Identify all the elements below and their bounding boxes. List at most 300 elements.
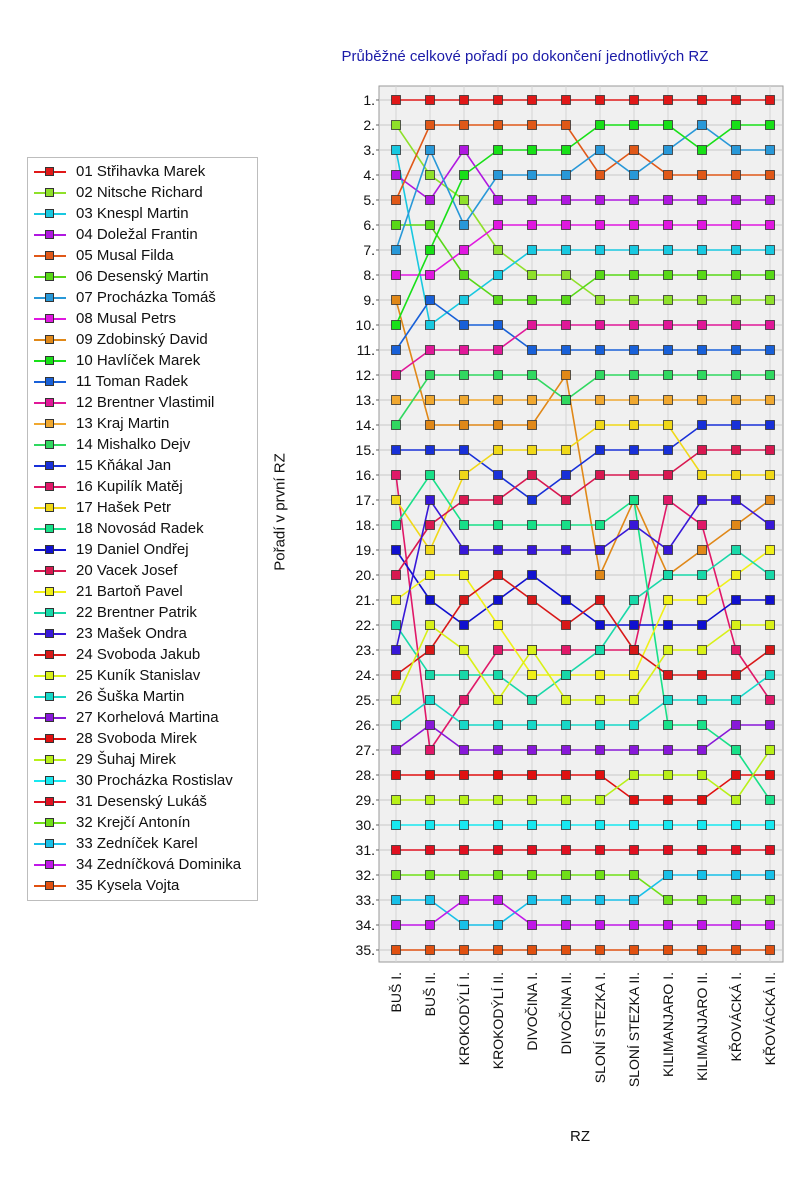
data-point (664, 321, 673, 330)
data-point (664, 246, 673, 255)
data-point (732, 921, 741, 930)
data-point (392, 496, 401, 505)
x-tick-label: BUŠ I. (388, 972, 404, 1013)
data-point (562, 396, 571, 405)
data-point (766, 696, 775, 705)
data-point (528, 296, 537, 305)
data-point (528, 196, 537, 205)
data-point (562, 196, 571, 205)
y-tick-label: 12. (355, 367, 375, 383)
data-point (766, 121, 775, 130)
data-point (766, 446, 775, 455)
data-point (494, 346, 503, 355)
data-point (596, 221, 605, 230)
data-point (766, 721, 775, 730)
data-point (664, 96, 673, 105)
y-tick-label: 10. (355, 317, 375, 333)
data-point (494, 221, 503, 230)
data-point (630, 171, 639, 180)
x-tick-label: SLONÍ STEZKA I. (592, 972, 608, 1084)
data-point (426, 221, 435, 230)
data-point (698, 796, 707, 805)
data-point (460, 446, 469, 455)
data-point (596, 771, 605, 780)
data-point (426, 296, 435, 305)
data-point (562, 921, 571, 930)
data-point (732, 196, 741, 205)
legend-label: 10 Havlíček Marek (76, 352, 201, 369)
data-point (766, 221, 775, 230)
data-point (426, 896, 435, 905)
data-point (426, 171, 435, 180)
data-point (596, 296, 605, 305)
data-point (494, 246, 503, 255)
legend-label: 35 Kysela Vojta (76, 877, 180, 894)
data-point (664, 346, 673, 355)
data-point (596, 946, 605, 955)
data-point (698, 721, 707, 730)
data-point (426, 96, 435, 105)
data-point (630, 796, 639, 805)
data-point (596, 421, 605, 430)
y-tick-label: 9. (363, 292, 375, 308)
y-tick-label: 31. (355, 842, 375, 858)
data-point (630, 671, 639, 680)
data-point (698, 871, 707, 880)
data-point (698, 121, 707, 130)
legend-label: 14 Mishalko Dejv (76, 436, 191, 453)
data-point (426, 771, 435, 780)
data-point (664, 896, 673, 905)
y-tick-label: 20. (355, 567, 375, 583)
data-point (392, 596, 401, 605)
data-point (494, 696, 503, 705)
data-point (562, 271, 571, 280)
data-point (596, 796, 605, 805)
data-point (528, 421, 537, 430)
data-point (460, 571, 469, 580)
data-point (494, 421, 503, 430)
y-tick-label: 22. (355, 617, 375, 633)
data-point (392, 121, 401, 130)
y-tick-label: 33. (355, 892, 375, 908)
data-point (630, 521, 639, 530)
data-point (494, 646, 503, 655)
data-point (766, 296, 775, 305)
data-point (630, 446, 639, 455)
data-point (664, 121, 673, 130)
data-point (630, 771, 639, 780)
legend-label: 09 Zdobinský David (76, 331, 208, 348)
y-tick-label: 3. (363, 142, 375, 158)
data-point (698, 221, 707, 230)
data-point (732, 271, 741, 280)
data-point (596, 896, 605, 905)
data-point (596, 246, 605, 255)
data-point (460, 746, 469, 755)
data-point (630, 846, 639, 855)
y-tick-label: 25. (355, 692, 375, 708)
data-point (698, 746, 707, 755)
data-point (494, 946, 503, 955)
x-tick-label: SLONÍ STEZKA II. (626, 972, 642, 1088)
data-point (732, 171, 741, 180)
data-point (392, 471, 401, 480)
data-point (664, 296, 673, 305)
data-point (562, 321, 571, 330)
data-point (664, 771, 673, 780)
x-tick-label: BUŠ II. (422, 972, 438, 1017)
data-point (528, 671, 537, 680)
y-tick-label: 14. (355, 417, 375, 433)
data-point (766, 321, 775, 330)
data-point (732, 621, 741, 630)
data-point (698, 771, 707, 780)
data-point (698, 671, 707, 680)
data-point (528, 896, 537, 905)
y-tick-label: 26. (355, 717, 375, 733)
data-point (528, 696, 537, 705)
y-tick-label: 21. (355, 592, 375, 608)
data-point (426, 596, 435, 605)
data-point (460, 596, 469, 605)
data-point (460, 546, 469, 555)
data-point (596, 621, 605, 630)
data-point (562, 946, 571, 955)
y-tick-label: 16. (355, 467, 375, 483)
legend-label: 04 Doležal Frantin (76, 226, 198, 243)
y-tick-label: 30. (355, 817, 375, 833)
data-point (596, 96, 605, 105)
data-point (766, 796, 775, 805)
legend-label: 30 Procházka Rostislav (76, 772, 233, 789)
data-point (460, 271, 469, 280)
y-axis-label-text: Pořadí v první RZ (271, 453, 289, 571)
data-point (630, 721, 639, 730)
data-point (494, 796, 503, 805)
legend-label: 13 Kraj Martin (76, 415, 170, 432)
data-point (562, 346, 571, 355)
y-tick-label: 7. (363, 242, 375, 258)
data-point (562, 121, 571, 130)
legend-label: 24 Svoboda Jakub (76, 646, 201, 663)
data-point (596, 871, 605, 880)
data-point (494, 196, 503, 205)
data-point (766, 821, 775, 830)
data-point (392, 871, 401, 880)
data-point (426, 321, 435, 330)
data-point (460, 721, 469, 730)
data-point (732, 96, 741, 105)
data-point (664, 846, 673, 855)
data-point (562, 621, 571, 630)
y-tick-label: 11. (356, 342, 375, 358)
data-point (426, 496, 435, 505)
data-point (766, 571, 775, 580)
data-point (562, 246, 571, 255)
data-point (766, 846, 775, 855)
data-point (494, 271, 503, 280)
data-point (426, 521, 435, 530)
data-point (664, 471, 673, 480)
data-point (766, 621, 775, 630)
data-point (460, 896, 469, 905)
y-tick-label: 24. (355, 667, 375, 683)
data-point (460, 396, 469, 405)
data-point (698, 196, 707, 205)
data-point (732, 771, 741, 780)
data-point (562, 721, 571, 730)
data-point (596, 371, 605, 380)
data-point (460, 221, 469, 230)
data-point (426, 646, 435, 655)
data-point (732, 321, 741, 330)
data-point (766, 771, 775, 780)
data-point (596, 346, 605, 355)
data-point (698, 296, 707, 305)
data-point (766, 346, 775, 355)
data-point (494, 296, 503, 305)
data-point (630, 921, 639, 930)
data-point (494, 921, 503, 930)
data-point (698, 321, 707, 330)
data-point (732, 696, 741, 705)
data-point (392, 396, 401, 405)
legend-label: 17 Hašek Petr (76, 499, 172, 516)
data-point (392, 796, 401, 805)
legend-label: 15 Kňákal Jan (76, 457, 172, 474)
data-point (596, 596, 605, 605)
data-point (596, 546, 605, 555)
data-point (562, 871, 571, 880)
data-point (460, 671, 469, 680)
data-point (698, 846, 707, 855)
data-point (664, 571, 673, 580)
data-point (664, 196, 673, 205)
data-point (698, 421, 707, 430)
data-point (426, 821, 435, 830)
data-point (664, 146, 673, 155)
data-point (528, 371, 537, 380)
data-point (596, 721, 605, 730)
data-point (460, 846, 469, 855)
data-point (460, 346, 469, 355)
data-point (392, 321, 401, 330)
data-point (732, 796, 741, 805)
data-point (392, 821, 401, 830)
data-point (392, 296, 401, 305)
data-point (528, 471, 537, 480)
data-point (766, 871, 775, 880)
data-point (460, 321, 469, 330)
data-point (766, 946, 775, 955)
data-point (698, 471, 707, 480)
y-tick-label: 5. (363, 192, 375, 208)
data-point (596, 521, 605, 530)
data-point (766, 396, 775, 405)
data-point (392, 171, 401, 180)
data-point (732, 446, 741, 455)
data-point (528, 96, 537, 105)
legend-label: 11 Toman Radek (76, 373, 189, 390)
y-tick-label: 29. (355, 792, 375, 808)
data-point (732, 246, 741, 255)
data-point (664, 496, 673, 505)
y-tick-label: 34. (355, 917, 375, 933)
data-point (528, 221, 537, 230)
legend-label: 20 Vacek Josef (76, 562, 178, 579)
data-point (766, 596, 775, 605)
data-point (494, 846, 503, 855)
data-point (766, 271, 775, 280)
data-point (630, 321, 639, 330)
data-point (460, 421, 469, 430)
data-point (494, 546, 503, 555)
data-point (392, 146, 401, 155)
data-point (494, 396, 503, 405)
data-point (392, 921, 401, 930)
data-point (426, 146, 435, 155)
legend-label: 07 Procházka Tomáš (76, 289, 216, 306)
data-point (460, 871, 469, 880)
data-point (528, 521, 537, 530)
data-point (698, 246, 707, 255)
data-point (392, 846, 401, 855)
legend-label: 32 Krejčí Antonín (76, 814, 191, 831)
x-tick-label: KROKODÝLÍ II. (490, 972, 506, 1070)
data-point (494, 871, 503, 880)
data-point (596, 471, 605, 480)
data-point (426, 396, 435, 405)
data-point (426, 946, 435, 955)
data-point (596, 846, 605, 855)
data-point (494, 121, 503, 130)
data-point (630, 346, 639, 355)
data-point (698, 146, 707, 155)
data-point (732, 721, 741, 730)
data-point (562, 146, 571, 155)
y-tick-label: 13. (355, 392, 375, 408)
data-point (494, 671, 503, 680)
data-point (766, 496, 775, 505)
data-point (698, 96, 707, 105)
data-point (528, 946, 537, 955)
data-point (596, 146, 605, 155)
x-axis-label: RZ (570, 1128, 590, 1145)
data-point (766, 546, 775, 555)
data-point (460, 471, 469, 480)
data-point (392, 571, 401, 580)
data-point (392, 621, 401, 630)
data-point (392, 371, 401, 380)
data-point (460, 521, 469, 530)
data-point (664, 546, 673, 555)
data-point (766, 521, 775, 530)
legend-label: 34 Zedníčková Dominika (76, 856, 242, 873)
y-tick-label: 32. (355, 867, 375, 883)
data-point (630, 246, 639, 255)
data-point (528, 821, 537, 830)
data-point (698, 621, 707, 630)
data-point (664, 171, 673, 180)
y-tick-label: 1. (363, 92, 375, 108)
data-point (494, 621, 503, 630)
legend-label: 08 Musal Petrs (76, 310, 177, 327)
data-point (732, 496, 741, 505)
data-point (698, 271, 707, 280)
data-point (630, 746, 639, 755)
x-tick-label: KŘOVÁCKÁ II. (762, 972, 778, 1066)
data-point (630, 121, 639, 130)
data-point (392, 746, 401, 755)
data-point (630, 96, 639, 105)
data-point (460, 621, 469, 630)
data-point (630, 821, 639, 830)
data-point (494, 496, 503, 505)
data-point (732, 146, 741, 155)
x-tick-label: DIVOČINA I. (524, 972, 540, 1051)
data-point (426, 196, 435, 205)
data-point (426, 721, 435, 730)
data-point (596, 396, 605, 405)
data-point (426, 546, 435, 555)
data-point (562, 446, 571, 455)
data-point (494, 371, 503, 380)
data-point (630, 296, 639, 305)
data-point (698, 396, 707, 405)
data-point (392, 696, 401, 705)
legend-label: 02 Nitsche Richard (76, 184, 203, 201)
legend-label: 05 Musal Filda (76, 247, 174, 264)
y-tick-label: 8. (363, 267, 375, 283)
data-point (732, 896, 741, 905)
data-point (630, 271, 639, 280)
y-tick-label: 23. (355, 642, 375, 658)
data-point (392, 521, 401, 530)
data-point (494, 96, 503, 105)
data-point (426, 246, 435, 255)
x-tick-label: KILIMANJARO I. (660, 972, 676, 1078)
plot-background (379, 86, 783, 962)
data-point (426, 471, 435, 480)
data-point (732, 296, 741, 305)
data-point (596, 921, 605, 930)
data-point (528, 871, 537, 880)
data-point (562, 671, 571, 680)
data-point (460, 821, 469, 830)
y-tick-label: 19. (355, 542, 375, 558)
x-tick-label: KROKODÝLÍ I. (456, 972, 472, 1066)
data-point (766, 246, 775, 255)
data-point (392, 346, 401, 355)
data-point (562, 171, 571, 180)
data-point (732, 846, 741, 855)
data-point (562, 371, 571, 380)
legend-label: 22 Brentner Patrik (76, 604, 197, 621)
data-point (528, 246, 537, 255)
data-point (392, 221, 401, 230)
data-point (732, 746, 741, 755)
data-point (494, 321, 503, 330)
data-point (528, 271, 537, 280)
data-point (562, 471, 571, 480)
legend-label: 01 Střihavka Marek (76, 163, 206, 180)
y-tick-label: 4. (363, 167, 375, 183)
data-point (766, 896, 775, 905)
data-point (732, 946, 741, 955)
data-point (596, 196, 605, 205)
legend-label: 26 Šuška Martin (76, 688, 185, 705)
